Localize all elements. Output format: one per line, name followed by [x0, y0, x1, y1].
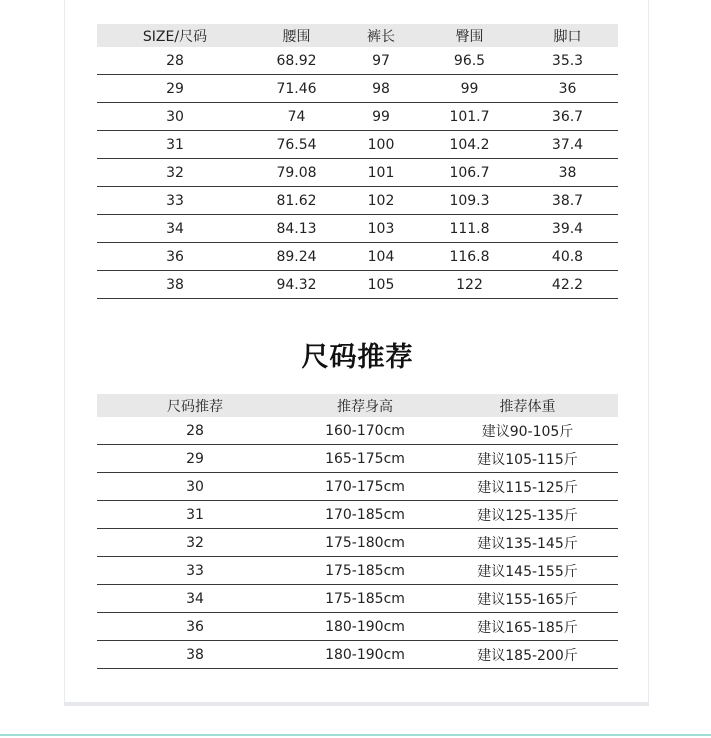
cell-waist: 68.92 [253, 47, 340, 75]
cell-leg-opening: 39.4 [517, 215, 618, 243]
table-row [97, 557, 618, 585]
header-leg-opening: 脚口 [517, 24, 618, 47]
table-row [97, 613, 618, 641]
cell-weight: 建议135-145斤 [437, 529, 618, 557]
table-row [97, 473, 618, 501]
table-row [97, 131, 618, 159]
cell-weight: 建议185-200斤 [437, 641, 618, 669]
cell-height: 170-185cm [293, 501, 437, 529]
table-row [97, 417, 618, 445]
cell-hip: 109.3 [422, 187, 517, 215]
cell-hip: 122 [422, 271, 517, 299]
cell-hip: 99 [422, 75, 517, 103]
cell-size: 36 [97, 613, 293, 641]
cell-size: 34 [97, 585, 293, 613]
cell-size: 29 [97, 445, 293, 473]
cell-waist: 71.46 [253, 75, 340, 103]
cell-size: 38 [97, 271, 253, 299]
cell-length: 102 [340, 187, 422, 215]
cell-weight: 建议105-115斤 [437, 445, 618, 473]
cell-weight: 建议125-135斤 [437, 501, 618, 529]
recommend-table-body [97, 417, 618, 669]
cell-size: 30 [97, 473, 293, 501]
header-length: 裤长 [340, 24, 422, 47]
cell-height: 180-190cm [293, 613, 437, 641]
table-row [97, 47, 618, 75]
cell-size: 30 [97, 103, 253, 131]
cell-size: 33 [97, 557, 293, 585]
table-row [97, 187, 618, 215]
cell-height: 160-170cm [293, 417, 437, 445]
cell-leg-opening: 40.8 [517, 243, 618, 271]
cell-hip: 104.2 [422, 131, 517, 159]
cell-leg-opening: 36.7 [517, 103, 618, 131]
cell-size: 38 [97, 641, 293, 669]
cell-size: 32 [97, 529, 293, 557]
cell-weight: 建议115-125斤 [437, 473, 618, 501]
card-left-edge [64, 0, 65, 704]
table-row [97, 271, 618, 299]
cell-size: 29 [97, 75, 253, 103]
cell-waist: 81.62 [253, 187, 340, 215]
cell-length: 99 [340, 103, 422, 131]
cell-leg-opening: 38.7 [517, 187, 618, 215]
header-hip: 臀围 [422, 24, 517, 47]
cell-height: 180-190cm [293, 641, 437, 669]
header-waist: 腰围 [253, 24, 340, 47]
header-recommended-height: 推荐身高 [293, 394, 437, 417]
table-row [97, 501, 618, 529]
cell-size: 32 [97, 159, 253, 187]
table-row [97, 641, 618, 669]
cell-height: 175-185cm [293, 585, 437, 613]
cell-size: 28 [97, 417, 293, 445]
cell-size: 28 [97, 47, 253, 75]
size-table-body [97, 47, 618, 299]
cell-waist: 79.08 [253, 159, 340, 187]
footer-divider [0, 734, 711, 736]
cell-waist: 89.24 [253, 243, 340, 271]
size-table [97, 24, 618, 299]
cell-weight: 建议155-165斤 [437, 585, 618, 613]
cell-hip: 106.7 [422, 159, 517, 187]
table-row [97, 103, 618, 131]
section-title: 尺码推荐 [301, 342, 414, 373]
cell-size: 31 [97, 501, 293, 529]
header-recommended-size: 尺码推荐 [97, 394, 293, 417]
recommend-table-header [97, 394, 618, 417]
cell-size: 33 [97, 187, 253, 215]
cell-length: 98 [340, 75, 422, 103]
table-row [97, 445, 618, 473]
header-size: SIZE/尺码 [97, 24, 253, 47]
cell-size: 36 [97, 243, 253, 271]
cell-length: 103 [340, 215, 422, 243]
table-row [97, 585, 618, 613]
table-row [97, 243, 618, 271]
cell-length: 104 [340, 243, 422, 271]
table-row [97, 529, 618, 557]
cell-waist: 76.54 [253, 131, 340, 159]
cell-hip: 96.5 [422, 47, 517, 75]
cell-hip: 111.8 [422, 215, 517, 243]
cell-height: 165-175cm [293, 445, 437, 473]
cell-weight: 建议145-155斤 [437, 557, 618, 585]
card-right-edge [648, 0, 649, 704]
cell-hip: 101.7 [422, 103, 517, 131]
cell-size: 34 [97, 215, 253, 243]
cell-leg-opening: 42.2 [517, 271, 618, 299]
cell-hip: 116.8 [422, 243, 517, 271]
cell-leg-opening: 36 [517, 75, 618, 103]
cell-length: 100 [340, 131, 422, 159]
size-table-header [97, 24, 618, 47]
cell-weight: 建议165-185斤 [437, 613, 618, 641]
cell-height: 175-180cm [293, 529, 437, 557]
recommend-table [97, 394, 618, 669]
cell-length: 97 [340, 47, 422, 75]
cell-length: 101 [340, 159, 422, 187]
cell-leg-opening: 37.4 [517, 131, 618, 159]
table-row [97, 215, 618, 243]
cell-height: 175-185cm [293, 557, 437, 585]
cell-waist: 84.13 [253, 215, 340, 243]
cell-weight: 建议90-105斤 [437, 417, 618, 445]
cell-height: 170-175cm [293, 473, 437, 501]
card-bottom-shadow [64, 702, 649, 706]
cell-waist: 94.32 [253, 271, 340, 299]
cell-leg-opening: 35.3 [517, 47, 618, 75]
cell-size: 31 [97, 131, 253, 159]
table-row [97, 75, 618, 103]
cell-leg-opening: 38 [517, 159, 618, 187]
table-row [97, 159, 618, 187]
cell-length: 105 [340, 271, 422, 299]
header-recommended-weight: 推荐体重 [437, 394, 618, 417]
cell-waist: 74 [253, 103, 340, 131]
